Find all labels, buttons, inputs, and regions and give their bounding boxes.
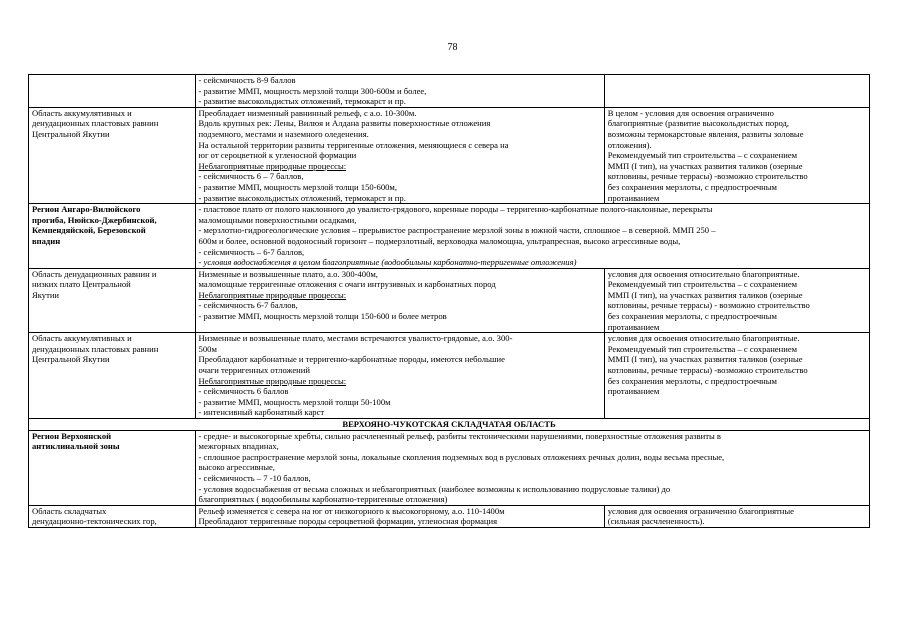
characteristics-cell: Низменные и возвышенные плато, местами встречаются увалисто-грядовые, а.о. 300- 500м Преобладают карбонатные и терригенно-карбонатные породы, имеются небольшие очаги терригенных отложений Неблагоприятные природные процессы: - сейсмичность 6 баллов - развитие ММП, мощность мерзлой толщи 50-100м - интенсивный карбонатный карст [195,333,604,419]
characteristics-cell: Рельеф изменяется с севера на юг от низкогорного к высокогорному, а.о. 110-1400м Преобладают терригенные породы сероцветной формации, угленосная формация [195,505,604,527]
region-cell: Регион Верхоянской антиклинальной зоны [29,430,196,505]
table-row [29,505,870,527]
hazards-heading: Неблагоприятные природные процессы: [198,289,347,300]
characteristics-cell: Преобладает низменный равнинный рельеф, с а.о. 10-300м. Вдоль крупных рек: Лены, Вилюя и Алдана развиты поверхностные отложения подземного, местами и наземного оледенения. На остальной территории развиты терригенные отложения, меняющиеся с севера на юг от сероцветной к угленосной формации Неблагоприятные природные процессы: - сейсмичность 6 – 7 баллов, - развитие ММП, мощность мерзлой толщи 150-600м, - развитие высокольдистых отложений, термокарст и пр. [195,107,604,203]
conditions-cell: условия для освоения ограниченно благоприятные (сильная расчлененность). [604,505,869,527]
region-cell: Регион Ангаро-Вилюйского прогиба, Нюйско-Джербинской, Кемпендяйской, Березовской впадин [29,204,196,269]
region-cell [29,75,196,108]
hazards-heading: Неблагоприятные природные процессы: [198,375,347,386]
table-row [29,268,870,333]
table-row [29,107,870,203]
conditions-cell: В целом - условия для освоения ограниченно благоприятные (развитие высокольдистых пород, возможны термокарстовые явления, развиты золовые отложения). Рекомендуемый тип строительства – с сохранением ММП (I тип), на участках развития таликов (озерные котловины, речные террасы) -возможно строительство без сохранения мерзлоты, с предпостроечным протаиванием [604,107,869,203]
table-row [29,333,870,419]
region-cell: Область аккумулятивных и денудационных пластовых равнин Центральной Якутии [29,107,196,203]
region-cell: Область аккумулятивных и денудационных пластовых равнин Центральной Якутии [29,333,196,419]
characteristics-cell: Низменные и возвышенные плато, а.о. 300-400м, маломощные терригенные отложения с очаги интрузивных и карбонатных пород Неблагоприятные природные процессы: - сейсмичность 6-7 баллов, - развитие ММП, мощность мерзлой толщи 150-600 и более метров [195,268,604,333]
page-number: 78 [447,42,458,53]
water-supply-note: - условия водоснабжения в целом благоприятные (водообильны карбонатно-терригенные отложения) [198,257,577,268]
table-row [29,430,870,505]
table-row [29,419,870,431]
conditions-cell: условия для освоения относительно благоприятные. Рекомендуемый тип строительства – с сохранением ММП (I тип), на участках развития таликов (озерные котловины, речные террасы) -возможно строительство без сохранения мерзлоты, с предпостроечным протаиванием [604,333,869,419]
hazards-heading: Неблагоприятные природные процессы: [198,160,347,171]
conditions-cell: условия для освоения относительно благоприятные. Рекомендуемый тип строительства – с сохранением ММП (I тип), на участках развития таликов (озерные котловины, речные террасы) - возможно строительство без сохранения мерзлоты, с предпостроечным протаиванием [604,268,869,333]
section-heading: ВЕРХОЯНО-ЧУКОТСКАЯ СКЛАДЧАТАЯ ОБЛАСТЬ [29,419,870,431]
region-cell: Область складчатых денудационно-тектонических гор, [29,505,196,527]
characteristics-cell: - сейсмичность 8-9 баллов - развитие ММП, мощность мерзлой толщи 300-600м и более, - развитие высокольдистых отложений, термокарст и пр. [195,75,604,108]
region-description-cell: - пластовое плато от полого наклонного до увалисто-грядового, коренные породы – терригенно-карбонатные полого-наклонные, перекрыты маломощными поверхностными осадками, - мерзлотно-гидрогеологические условия – прерывистое распространение мерзлой зоны в южной части, сплошное – в северной. ММП 250 – 600м и более, основной водоносный горизонт – подмерзлотный, верховодка маломощна, ультрапресная, высоко агрессивные воды, - сейсмичность – 6-7 баллов, - условия водоснабжения в целом благоприятные (водообильны карбонатно-терригенные отложения) [195,204,869,269]
regions-table [28,74,870,528]
table-row [29,204,870,269]
region-cell: Область денудационных равнин и низких плато Центральной Якутии [29,268,196,333]
region-description-cell: - средне- и высокогорные хребты, сильно расчлененный рельеф, разбиты тектоническими нарушениями, поверхностные отложения развиты в межгорных впадинах, - сплошное распространение мерзлой зоны, локальные скопления подземных вод в русловых отложениях речных долин, воды весьма пресные, высоко агрессивные, - сейсмичность – 7 -10 баллов, - условия водоснабжения от весьма сложных и неблагоприятных (наиболее возможны к использованию подрусловые талики) до благоприятных ( водообильны карбонатно-терригенные отложения) [195,430,869,505]
table-row [29,75,870,108]
conditions-cell [604,75,869,108]
